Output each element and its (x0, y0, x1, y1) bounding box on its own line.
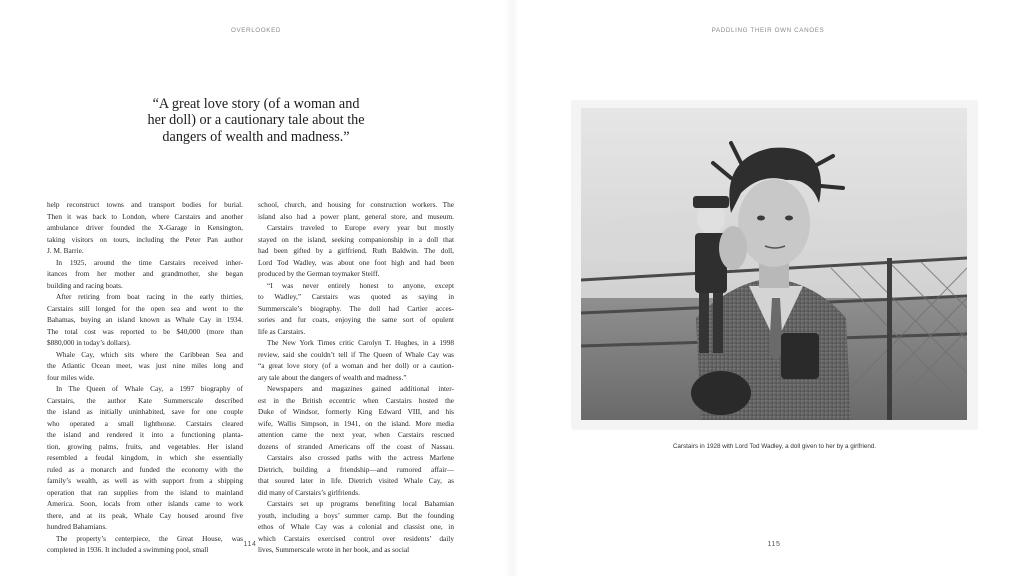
body-text-line: ruled as a monarch and funded the economy with the (47, 464, 243, 474)
body-text-line: Summerscale’s biography. The doll had Cartier acces- (258, 303, 454, 313)
running-head-right: PADDLING THEIR OWN CANOES (711, 27, 825, 34)
body-text-line: Whale Cay, which sits where the Caribbean Sea and (56, 349, 243, 359)
body-text-line: Newspapers and magazines gained additional inter- (267, 384, 454, 393)
body-text-line: the island as initially uninhabited, save for one couple (47, 407, 243, 416)
photo-illustration (581, 108, 967, 420)
body-text-line: sories and fur coats, enjoying the same sort of opulent (258, 315, 454, 324)
book-gutter (505, 0, 519, 576)
body-text-line: itances from her mother and grandmother, she began (47, 269, 243, 278)
body-text-line: J. M. Barrie. (47, 246, 84, 255)
body-text-line: hundred Bahamians. (47, 522, 107, 531)
body-text-line: “I was never entirely honest to anyone, except (267, 280, 454, 290)
body-text-line: school, church, and housing for construction workers. The (258, 200, 454, 209)
body-text-line: The total cost was reported to be $40,000 (more than (47, 326, 243, 336)
body-text-line: Carstairs traveled to Europe every year but mostly (267, 223, 454, 232)
body-text-line: did many of Carstairs’s girlfriends. (258, 487, 360, 497)
doll-leg (713, 293, 723, 353)
body-text-line: operation that ran supplies from the island to mainland (47, 487, 243, 497)
body-text-line: stayed on the island, seeking companionship in a doll that (258, 234, 454, 244)
body-text-line: wife, Wallis Simpson, in 1941, on the island. More media (258, 418, 454, 428)
railing-post (887, 258, 892, 420)
body-text-line: Bahamas, buying an island known as Whale Cay in 1934. (47, 315, 243, 324)
body-text-line: Carstairs, the author Kate Summerscale described (47, 395, 243, 405)
body-text-line: life as Carstairs. (258, 326, 306, 336)
photo-caption: Carstairs in 1928 with Lord Tod Wadley, a doll given to her by a girlfriend. (672, 443, 877, 450)
archival-photo (581, 108, 967, 420)
body-text-line: help reconstruct towns and transport bodies for burial. (47, 200, 243, 209)
body-text-line: “a great love story (of a woman and her doll) or a caution- (258, 361, 454, 370)
body-text-line: the Atlantic Ocean meet, was just nine miles long and (47, 361, 243, 370)
pull-quote-line: “A great love story (of a woman and (152, 96, 360, 112)
body-text-line: Dietrich, building a friendship—and rumored affair— (258, 464, 454, 474)
body-text-line: $880,000 in today’s dollars). (47, 338, 131, 347)
pull-quote-line: dangers of wealth and madness.” (162, 128, 350, 145)
hand (719, 226, 747, 270)
body-text-line: island also had a power plant, general store, and museum. (258, 211, 454, 221)
body-text-line: The property’s centerpiece, the Great House, was (56, 533, 243, 543)
running-head-left: OVERLOOKED (230, 27, 282, 34)
body-text-line: ambulance driver founded the X-Garage in Kensington, (47, 223, 243, 232)
body-text-line: produced by the German toymaker Steiff. (258, 269, 380, 278)
body-text-line: The New York Times critic Carolyn T. Hughes, in a 1998 (267, 338, 454, 347)
body-column-right (258, 199, 454, 556)
body-text-line: Then it was back to London, where Carstairs and another (47, 211, 243, 221)
body-text-line: had been gifted by a girlfriend, Ruth Baldwin. The doll, (258, 246, 454, 255)
page-number-right: 115 (767, 541, 781, 548)
hat-in-hand (691, 371, 751, 415)
body-text-line: taking visitors on tours, including the Peter Pan author (47, 234, 243, 244)
body-text-line: Carstairs set up programs benefiting local Bahamian (267, 499, 454, 508)
body-text-line: that soured later in life. Dietrich visited Whale Cay, as (258, 476, 454, 485)
pull-quote (136, 96, 376, 145)
face (738, 179, 810, 267)
body-text-line: tion, growing palms, fruits, and vegetables. Her island (47, 441, 243, 451)
body-column-left (47, 199, 243, 556)
body-text-line: Carstairs still longed for the open sea and went to the (47, 303, 243, 313)
left-eye (757, 216, 765, 221)
doll-leg (699, 293, 709, 353)
pull-quote-line: her doll) or a cautionary tale about the (147, 112, 365, 129)
body-text-line: dozens of stranded Americans off the coast of Nassau. (258, 441, 454, 451)
body-text-line: to Wadley,” Carstairs was quoted as saying in (258, 292, 454, 301)
body-text-line: who operated a small lighthouse. Carstairs cleared (47, 418, 243, 428)
body-text-line: In The Queen of Whale Cay, a 1997 biography of (56, 384, 243, 393)
body-text-line: Carstairs also crossed paths with the actress Marlene (267, 453, 454, 462)
body-text-line: building and racing boats. (47, 280, 123, 290)
body-text-line: In 1925, around the time Carstairs received inher- (56, 257, 243, 267)
body-text-line: lives, Summerscale wrote in her book, and as social (258, 545, 410, 554)
doll-cap (693, 196, 729, 208)
body-text-line: America. Soon, locals from other islands came to work (47, 499, 243, 508)
body-text-line: ary tale about the dangers of wealth and madness.” (258, 372, 407, 382)
right-eye (785, 216, 793, 221)
body-text-line: After retiring from boat racing in the early thirties, (56, 292, 243, 301)
body-text-line: review, said she couldn’t tell if The Queen of Whale Cay was (258, 349, 454, 359)
leather-bag (781, 333, 819, 379)
body-text-line: the island and rendered it into a functioning planta- (47, 430, 243, 439)
body-text-line: Lord Tod Wadley, was about one foot high and had been (258, 257, 454, 267)
body-text-line: ethos of Whale Cay was a colonial and classist one, in (258, 522, 454, 531)
body-text-line: four miles wide. (47, 372, 95, 382)
body-text-line: est in the British eccentric when Carstairs hosted the (258, 395, 454, 405)
body-text-line: Duke of Windsor, formerly King Edward VIII, and his (258, 407, 454, 416)
body-text-line: youth, including a boys’ summer camp. But the founding (258, 510, 454, 520)
body-text-line: there, and at its peak, Whale Cay housed around five (47, 510, 243, 520)
page-number-left: 114 (243, 541, 257, 548)
body-text-line: which Carstairs exercised control over residents’ daily (258, 533, 454, 543)
body-text-line: resembled a feudal kingdom, in which she essentially (47, 453, 243, 462)
body-text-line: completed in 1936. It included a swimming pool, small (47, 545, 209, 554)
body-text-line: family’s wealth, as well as with support from a shipping (47, 476, 243, 485)
body-text-line: attention came the next year, when Carstairs rescued (258, 430, 454, 439)
